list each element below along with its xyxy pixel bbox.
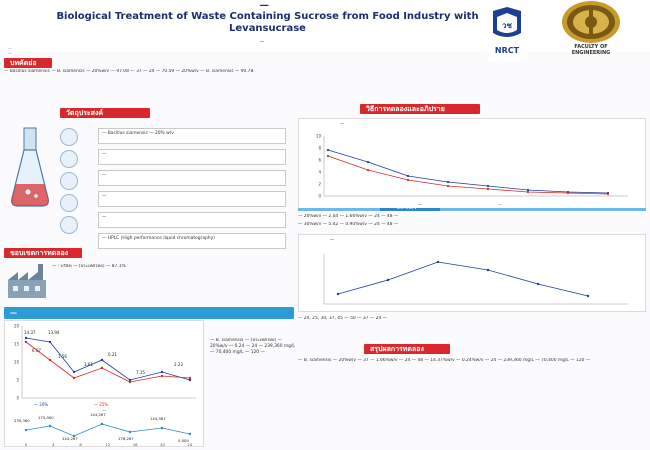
chart-rt-point bbox=[327, 149, 329, 151]
chart-rt-point bbox=[487, 185, 489, 187]
chart-rt-point bbox=[367, 169, 369, 171]
chart-rb-series bbox=[338, 262, 588, 296]
chart-left-point bbox=[161, 375, 163, 377]
chart-left-cod-point bbox=[25, 429, 27, 431]
chart-rt-y-tick: 0 bbox=[318, 193, 321, 199]
chart-left-point bbox=[25, 337, 27, 339]
chart-left-title-bar: — bbox=[4, 307, 294, 319]
poster-header bbox=[0, 0, 650, 52]
chart-left-data-label: 0.21 bbox=[108, 352, 117, 357]
svg-text:วช: วช bbox=[502, 21, 512, 30]
objective-3: — bbox=[98, 170, 286, 186]
chart-left-x-tick: 20 bbox=[160, 442, 165, 447]
chart-left-point bbox=[189, 377, 191, 379]
results-heading: วิธีการทดลองและอภิปราย bbox=[360, 104, 480, 114]
chart-rb-point bbox=[437, 261, 439, 263]
chart-left-x-tick: 8 bbox=[79, 442, 82, 447]
objective-6: — HPLC (High performance liquid chromatography) bbox=[98, 233, 286, 249]
chart-rb-point bbox=[537, 283, 539, 285]
engineering-logo bbox=[560, 0, 622, 44]
chart-rt-point bbox=[407, 179, 409, 181]
result-caption: 20%w/v bbox=[397, 205, 417, 211]
objective-4: — bbox=[98, 191, 286, 207]
chart-left-x-tick: 0 bbox=[24, 442, 28, 447]
chart-left-data-label: 14.37 bbox=[24, 330, 36, 335]
nrct-logo bbox=[487, 3, 527, 61]
chart-rt-point bbox=[607, 193, 609, 195]
chart-rt-legend-2: — bbox=[498, 202, 502, 207]
chart-rb-point bbox=[387, 279, 389, 281]
right-bottom-text: — 20, 25, 30, 37, 45 — 50 — 37 — 24 — bbox=[298, 316, 387, 321]
chart-left-point bbox=[101, 367, 103, 369]
chart-rt-point bbox=[567, 192, 569, 194]
title-thai: — bbox=[259, 0, 269, 11]
chart-left-series-2 bbox=[26, 342, 190, 382]
thermometer-icon bbox=[60, 172, 78, 190]
chart-rt-point bbox=[487, 188, 489, 190]
chart-right-bottom-title: — bbox=[330, 238, 335, 243]
chart-rt-point bbox=[447, 185, 449, 187]
result-line-1: — 20%w/v — 2.04 — 1.66%w/v — 24 — 48 — bbox=[298, 214, 399, 219]
chart-left-point bbox=[49, 359, 51, 361]
chart-rt-y-tick: 2 bbox=[318, 181, 321, 187]
result-bar-light bbox=[298, 208, 646, 211]
chart-rb-point bbox=[587, 295, 589, 297]
test-tube-icon bbox=[60, 150, 78, 168]
chart-rt-legend-1: — bbox=[418, 202, 422, 207]
abstract-heading: บทคัดย่อ bbox=[4, 58, 52, 68]
chart-left-x-tick: 16 bbox=[132, 442, 138, 447]
chart-left-cod-point bbox=[49, 425, 51, 427]
chart-rt-point bbox=[527, 189, 529, 191]
chart-left-point bbox=[49, 341, 51, 343]
chart-left-y-tick: 0 bbox=[16, 395, 19, 401]
chart-left-point bbox=[25, 341, 27, 343]
chart-left-cod-point bbox=[129, 431, 131, 433]
chart-left-cod-label: 0,000 bbox=[178, 438, 189, 443]
chart-right-top-title: — bbox=[340, 122, 345, 127]
chart-rt-point bbox=[327, 155, 329, 157]
chart-left-note: — B. siamensis — (ประเทศไทย) — 20%w/v — 0.24 — 24 — 239,360 mg/L — 70,400 mg/L — 120 — bbox=[210, 338, 295, 356]
chart-right-bottom bbox=[298, 250, 646, 312]
chart-left-cod-point bbox=[101, 423, 103, 425]
objective-1: — Bacillus siamensis — 20% w/v bbox=[98, 128, 286, 144]
chart-left-data-label: 7.15 bbox=[136, 370, 145, 375]
conclusion-heading: สรุปผลการทดลอง bbox=[364, 344, 450, 354]
chart-left-cod-point bbox=[161, 427, 163, 429]
conclusion-text: — B. siamensis — 20%w/v — 37 — 1.66%w/v — 24 — 48 — 14.37%w/v — 0.24%w/v — 24 — 239,360 mg/L — 70,400 mg/L — 120 — bbox=[298, 358, 591, 363]
chart-rt-y-tick: 10 bbox=[315, 133, 321, 139]
objective-2: — bbox=[98, 149, 286, 165]
chart-left-data-label: 3.61 bbox=[84, 362, 93, 367]
flask-icon bbox=[4, 122, 56, 214]
chart-rb-point bbox=[487, 269, 489, 271]
abstract-text: — Bacillus siamensis — B. siamensis — 20%w/v — 97.08 — 37 — 24 — 70.59 — 20%w/v — B. siamensis — 90.78 bbox=[4, 69, 254, 74]
chart-left-data-label: 13.94 bbox=[48, 330, 60, 335]
nrct-logo-label: NRCT bbox=[494, 46, 520, 55]
chart-left-y-tick: 15 bbox=[13, 341, 19, 347]
chart-left-point bbox=[101, 359, 103, 361]
chart-left-point bbox=[73, 377, 75, 379]
chart-left-y-tick: 20 bbox=[13, 323, 19, 329]
chart-rt-y-tick: 6 bbox=[318, 157, 321, 163]
title-english: Biological Treatment of Waste Containing Sucrose from Food Industry with Levansucrase bbox=[56, 11, 479, 34]
chart-left-point bbox=[161, 371, 163, 373]
chart-left-data-label: 2.23 bbox=[174, 362, 183, 367]
chart-right-top bbox=[298, 132, 646, 210]
result-line-2: — 30%w/v — 5.42 — 0.90%w/v — 24 — 48 — bbox=[298, 222, 399, 227]
scope-heading: ขอบเขตการทดลอง bbox=[4, 248, 82, 258]
chart-left-cod-label: 144,587 bbox=[150, 416, 166, 421]
chart-left-cod-label: 144,267 bbox=[90, 412, 106, 417]
chart-rt-y-tick: 4 bbox=[318, 169, 321, 175]
chart-rt-point bbox=[367, 161, 369, 163]
affiliation-1: — bbox=[8, 46, 12, 50]
chart-rt-series-1 bbox=[328, 150, 608, 193]
chart-left-x-tick: 4 bbox=[52, 442, 55, 447]
chart-rb-point bbox=[337, 293, 339, 295]
objectives-heading: วัตถุประสงค์ bbox=[60, 108, 150, 118]
chart-left-data-label: 6.07 bbox=[32, 348, 41, 353]
chart-left-x-tick: 24 bbox=[187, 442, 193, 447]
chart-left-legend-1: — 20% bbox=[34, 402, 49, 407]
engineering-logo-label: FACULTY OF ENGINEERING bbox=[571, 44, 611, 56]
chart-left-data-label: 1.56 bbox=[58, 354, 67, 359]
objective-5: — bbox=[98, 212, 286, 228]
chart-left-y-tick: 10 bbox=[13, 359, 19, 365]
chart-left-point bbox=[73, 371, 75, 373]
chart-left-cod-label: 239,360 bbox=[14, 418, 30, 423]
chart-left-cod-label: 176,267 bbox=[118, 436, 134, 441]
chart-rt-series-2 bbox=[328, 156, 608, 194]
chart-left-cod-label: 175,000 bbox=[38, 415, 54, 420]
factory-icon bbox=[6, 262, 48, 300]
chart-left bbox=[4, 320, 204, 447]
chart-left-legend-2: — 25% bbox=[94, 402, 109, 407]
bacteria-icon bbox=[60, 128, 78, 146]
chart-rt-point bbox=[447, 181, 449, 183]
chart-left-y-tick: 5 bbox=[16, 377, 19, 383]
chart-left-cod-point bbox=[189, 433, 191, 435]
chart-left-cod-label: 144,267 bbox=[62, 436, 78, 441]
scope-text: — : บริษัท — (ประเทศไทย) — 87.1% bbox=[52, 264, 126, 269]
chart-icon bbox=[60, 216, 78, 234]
chart-rt-point bbox=[407, 175, 409, 177]
affiliation-2: — bbox=[8, 51, 12, 55]
chart-left-x-tick: 12 bbox=[105, 442, 111, 447]
ph-icon bbox=[60, 194, 78, 212]
authors: — bbox=[259, 39, 265, 45]
chart-left-point bbox=[129, 381, 131, 383]
chart-rt-point bbox=[527, 191, 529, 193]
chart-left-x-label: — bbox=[102, 408, 106, 413]
chart-rt-y-tick: 8 bbox=[318, 145, 321, 151]
